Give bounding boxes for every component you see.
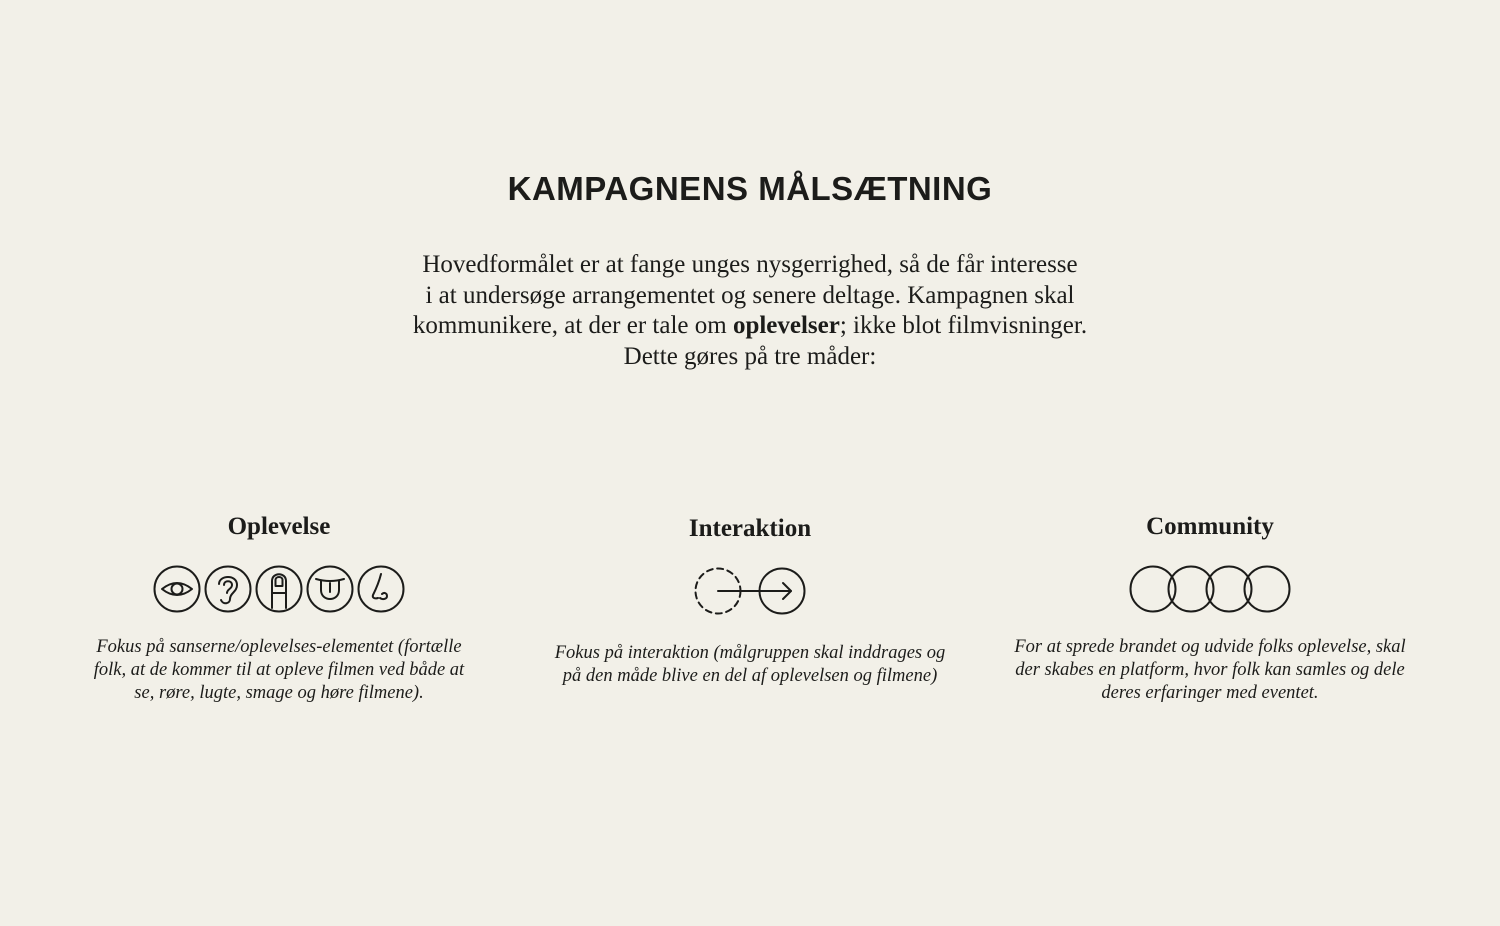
intro-line-3-end: ; ikke blot filmvisninger. — [839, 312, 1088, 339]
eye-icon — [155, 567, 200, 612]
column-title-community: Community — [1146, 513, 1274, 540]
intro-line-3-start: kommunikere, at der er tale om — [412, 312, 733, 339]
column-desc-oplevelse — [79, 636, 479, 705]
column-title-oplevelse: Oplevelse — [227, 513, 331, 540]
finger-icon — [257, 567, 302, 612]
desc-line: på den måde blive en del af oplevelsen og filmene) — [562, 666, 938, 686]
column-desc-interaktion — [550, 642, 950, 688]
desc-line: deres erfaringer med eventet. — [1101, 683, 1319, 703]
intro-line-3 — [380, 311, 1120, 342]
ear-icon — [206, 567, 251, 612]
desc-line: For at sprede brandet og udvide folks oplevelse, skal — [1014, 637, 1406, 657]
intro-emphasis: oplevelser — [732, 312, 840, 339]
intro-paragraph — [380, 250, 1120, 372]
desc-line: se, røre, lugte, smage og høre filmene). — [134, 683, 424, 703]
interaction-icon-row — [530, 566, 970, 616]
desc-line: folk, at de kommer til at opleve filmen ved både at — [93, 660, 465, 680]
column-interaktion — [530, 512, 970, 688]
column-title-interaktion: Interaktion — [688, 515, 812, 542]
senses-icon-row — [59, 564, 499, 614]
desc-line: der skabes en platform, hvor folk kan samles og dele — [1015, 660, 1405, 680]
dashed-circle-arrow-icon — [694, 566, 806, 616]
linked-circles-icon — [1129, 564, 1291, 614]
intro-line-1: Hovedformålet er at fange unges nysgerrighed, så de får interesse — [422, 251, 1078, 278]
community-icon-row — [990, 564, 1430, 614]
column-community — [990, 510, 1430, 705]
senses-icons — [153, 564, 405, 614]
desc-line: Fokus på sanserne/oplevelses-elementet (fortælle — [96, 637, 462, 657]
nose-icon — [359, 567, 404, 612]
intro-line-2: i at undersøge arrangementet og senere deltage. Kampagnen skal — [425, 281, 1075, 309]
column-desc-community — [1010, 636, 1410, 705]
tongue-icon — [308, 567, 353, 612]
desc-line: Fokus på interaktion (målgruppen skal inddrages og — [554, 643, 946, 663]
intro-line-4: Dette gøres på tre måder: — [623, 342, 877, 370]
page-title: KAMPAGNENS MÅLSÆTNING — [507, 170, 993, 207]
column-oplevelse — [59, 510, 499, 705]
